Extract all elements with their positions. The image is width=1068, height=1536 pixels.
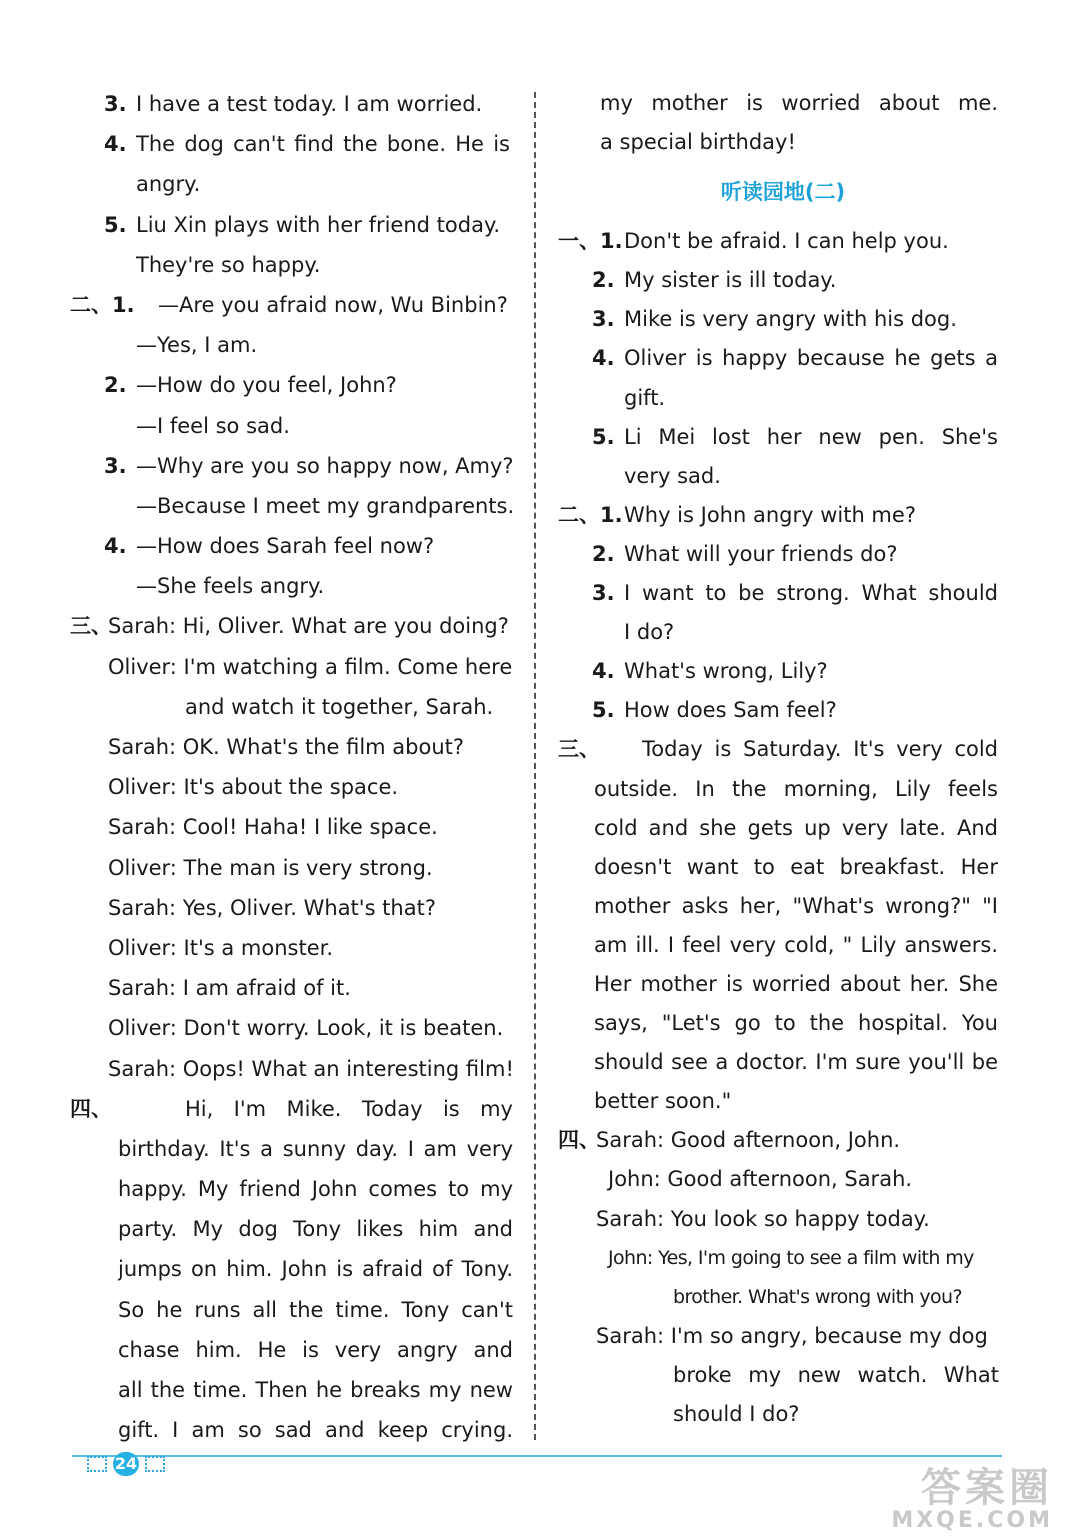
line-text: says, "Let's go to the hospital. You [594,1011,998,1036]
line-text: jumps on him. John is afraid of Tony. [118,1257,513,1282]
line-text: Today is Saturday. It's very cold [642,737,998,762]
answer-line [70,566,520,606]
section-number: 三、 [558,737,600,762]
line-text: outside. In the morning, Lily feels [594,776,998,801]
answer-line [70,1049,520,1089]
line-text: —How do you feel, John? [136,373,397,398]
answer-line [70,325,520,365]
answer-line [558,691,1008,730]
answer-line [558,926,1008,965]
answer-line [70,1249,520,1289]
answer-line [558,1082,1008,1121]
answer-line [70,1169,520,1209]
line-text: The dog can't find the bone. He is [136,132,510,157]
answer-line [70,245,520,285]
line-text: Sarah: Hi, Oliver. What are you doing? [108,614,509,639]
line-text: am ill. I feel very cold, " Lily answers. [594,932,998,957]
answer-line [70,84,520,124]
answer-line [558,1317,1008,1356]
answer-line [70,687,520,727]
item-number: 4. [592,346,615,371]
section-number: 二、1. [70,292,135,317]
watermark-logo-text: 答案圈 [921,1465,1053,1511]
line-text: They're so happy. [136,252,321,277]
line-text: Sarah: Cool! Haha! I like space. [108,815,438,840]
answer-line [558,1239,1008,1278]
right-column [558,84,1008,1434]
line-text: Sarah: I'm so angry, because my dog [596,1323,988,1348]
answer-line [558,652,1008,691]
answer-line [558,222,1008,261]
section-number: 三、 [70,614,112,639]
line-text: should I do? [673,1402,800,1426]
line-text: gift. [624,385,666,410]
line-text: Don't be afraid. I can help you. [624,229,949,254]
item-number: 3. [592,307,615,332]
answer-line [558,84,1008,123]
line-text: Oliver: It's a monster. [108,935,334,960]
answer-line [558,1395,1008,1434]
grid-icon [145,1456,165,1472]
line-text: gift. I am so sad and keep crying. [118,1418,513,1443]
answer-line [558,379,1008,418]
line-text: —Are you afraid now, Wu Binbin? [158,292,508,317]
answer-line [558,809,1008,848]
line-text: Oliver is happy because he gets a [624,346,998,371]
line-text: Oliver: The man is very strong. [108,855,433,880]
answer-line [558,1121,1008,1160]
footer-rule [72,1455,1002,1457]
line-text: What will your friends do? [624,541,898,566]
line-text: doesn't want to eat breakfast. Her [594,854,998,879]
line-text: Sarah: Good afternoon, John. [596,1128,901,1153]
item-number: 4. [104,132,127,157]
answer-line [558,574,1008,613]
line-text: Sarah: OK. What's the film about? [108,735,465,759]
answer-line [558,1200,1008,1239]
answer-line [558,300,1008,339]
line-text: I do? [624,620,675,645]
answer-line [70,727,520,767]
line-text: I want to be strong. What should [624,581,998,606]
line-text: Oliver: I'm watching a film. Come here [108,654,513,679]
item-number: 4. [104,534,127,559]
answer-line [558,848,1008,887]
answer-line [70,1370,520,1410]
answer-line [558,1160,1008,1199]
column-divider [534,92,536,1440]
line-text: Oliver: It's about the space. [108,775,399,800]
line-text: mother asks her, "What's wrong?" "I [594,893,998,918]
watermark [838,1466,1053,1532]
line-text: Hi, I'm Mike. Today is my [185,1096,513,1121]
answer-line [558,123,1008,162]
answer-line [70,1410,520,1450]
line-text: and watch it together, Sarah. [185,694,494,719]
page-badge [74,1450,178,1478]
line-text: Sarah: Oops! What an interesting film! [108,1056,514,1081]
line-text: party. My dog Tony likes him and [118,1217,513,1242]
answer-line [558,535,1008,574]
item-number: 3. [592,581,615,606]
section-number: 一、1. [558,229,623,254]
item-number: 2. [592,268,615,293]
answer-line [70,848,520,888]
line-text: My sister is ill today. [624,268,837,293]
answer-line [70,406,520,446]
line-text: I have a test today. I am worried. [136,92,483,116]
answer-line [70,928,520,968]
line-text: my mother is worried about me. [600,91,998,115]
line-text: very sad. [624,463,721,488]
watermark-url: MXQE.COM [891,1508,1053,1533]
line-text: Sarah: Yes, Oliver. What's that? [108,895,436,920]
line-text: —I feel so sad. [136,413,290,438]
line-text: a special birthday! [600,130,796,155]
section-number: 二、1. [558,502,623,527]
answer-line [70,526,520,566]
line-text: What's wrong, Lily? [624,659,828,684]
line-text: John: Yes, I'm going to see a film with my [608,1246,974,1269]
answer-line [70,486,520,526]
answer-line [70,124,520,164]
answer-line [70,647,520,687]
answer-line [558,613,1008,652]
line-text: better soon." [594,1089,732,1114]
answer-line [558,261,1008,300]
grid-icon [87,1456,107,1472]
item-number: 2. [104,373,127,398]
line-text: —Why are you so happy now, Amy? [136,453,514,478]
answer-line [70,606,520,646]
answer-line [558,1043,1008,1082]
answer-line [70,1290,520,1330]
item-number: 2. [592,541,615,566]
line-text: all the time. Then he breaks my new [118,1378,513,1402]
answer-line [558,457,1008,496]
answer-line [70,1008,520,1048]
answer-line [558,1278,1008,1317]
line-text: Sarah: You look so happy today. [596,1206,930,1231]
line-text: angry. [136,172,201,197]
line-text: Liu Xin plays with her friend today. [136,212,501,237]
line-text: Her mother is worried about her. She [594,971,998,996]
answer-line [70,1089,520,1129]
line-text: brother. What's wrong with you? [673,1285,962,1308]
answer-line [558,887,1008,926]
line-text: broke my new watch. What [673,1362,999,1387]
left-column [70,84,520,1450]
answer-line [70,1129,520,1169]
answer-line [70,968,520,1008]
line-text: How does Sam feel? [624,698,837,723]
item-number: 5. [592,424,615,449]
line-text: chase him. He is very angry and [118,1337,513,1362]
answer-line [558,1356,1008,1395]
section-number: 四、 [558,1128,600,1153]
item-number: 4. [592,659,615,684]
answer-line [558,730,1008,769]
answer-line [558,339,1008,378]
section-heading: 听读园地(二) [720,180,846,205]
answer-line [558,496,1008,535]
answer-line [558,418,1008,457]
answer-line [70,767,520,807]
answer-line [70,888,520,928]
line-text: So he runs all the time. Tony can't [118,1297,513,1322]
answer-line [70,285,520,325]
line-text: John: Good afternoon, Sarah. [608,1167,913,1192]
item-number: 5. [104,212,127,237]
answer-line [70,205,520,245]
line-text: —Because I meet my grandparents. [136,493,515,518]
item-number: 5. [592,698,615,723]
answer-line [70,1330,520,1370]
line-text: —She feels angry. [136,574,325,599]
answer-line [70,446,520,486]
line-text: should see a doctor. I'm sure you'll be [594,1050,998,1075]
line-text: birthday. It's a sunny day. I am very [118,1136,513,1161]
line-text: cold and she gets up very late. And [594,815,998,840]
page-number: 24 [113,1452,139,1476]
answer-line [558,770,1008,809]
answer-line [558,965,1008,1004]
answer-line [70,365,520,405]
answer-line [70,164,520,204]
line-text: —Yes, I am. [136,333,258,358]
item-number: 3. [104,92,127,116]
line-text: Oliver: Don't worry. Look, it is beaten. [108,1016,504,1041]
answer-line [558,1004,1008,1043]
answer-line [70,1209,520,1249]
line-text: —How does Sarah feel now? [136,534,435,559]
line-text: Why is John angry with me? [624,502,916,527]
line-text: Mike is very angry with his dog. [624,307,957,332]
answer-line [70,807,520,847]
section-number: 四、 [70,1096,112,1121]
line-text: happy. My friend John comes to my [118,1177,513,1202]
item-number: 3. [104,453,127,478]
line-text: Sarah: I am afraid of it. [108,976,351,1001]
line-text: Li Mei lost her new pen. She's [624,424,998,449]
